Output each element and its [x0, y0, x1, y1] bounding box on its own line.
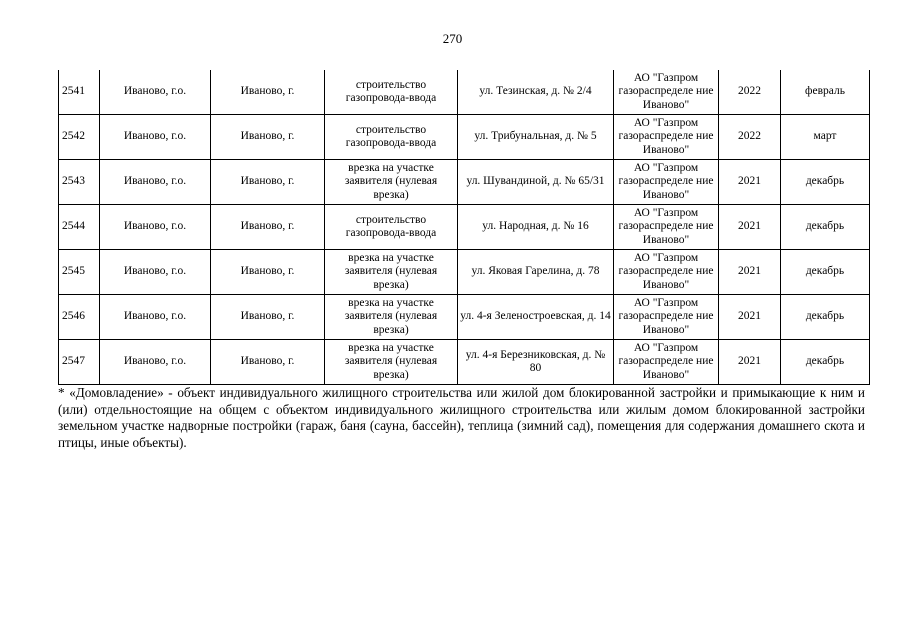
page-number: 270	[442, 31, 463, 46]
cell-year: 2021	[719, 205, 781, 250]
table-row	[59, 160, 870, 205]
table-row	[59, 340, 870, 385]
table-row	[59, 70, 870, 115]
cell-work-type: врезка на участке заявителя (нулевая врезка)	[325, 295, 458, 340]
cell-organization: АО "Газпром газораспределе ние Иваново"	[614, 250, 719, 295]
cell-address: ул. Шувандиной, д. № 65/31	[458, 160, 614, 205]
cell-district: Иваново, г.о.	[100, 160, 211, 205]
cell-year: 2022	[719, 115, 781, 160]
cell-month: декабрь	[781, 295, 870, 340]
cell-district: Иваново, г.о.	[100, 340, 211, 385]
cell-year: 2021	[719, 340, 781, 385]
cell-district: Иваново, г.о.	[100, 250, 211, 295]
gasification-table	[58, 70, 870, 385]
cell-locality: Иваново, г.	[211, 115, 325, 160]
cell-work-type: строительство газопровода-ввода	[325, 70, 458, 115]
cell-work-type: строительство газопровода-ввода	[325, 205, 458, 250]
cell-organization: АО "Газпром газораспределе ние Иваново"	[614, 70, 719, 115]
cell-number: 2545	[59, 250, 100, 295]
cell-locality: Иваново, г.	[211, 205, 325, 250]
cell-address: ул. Яковая Гарелина, д. 78	[458, 250, 614, 295]
cell-organization: АО "Газпром газораспределе ние Иваново"	[614, 160, 719, 205]
cell-work-type: врезка на участке заявителя (нулевая врезка)	[325, 250, 458, 295]
cell-organization: АО "Газпром газораспределе ние Иваново"	[614, 115, 719, 160]
cell-work-type: врезка на участке заявителя (нулевая врезка)	[325, 340, 458, 385]
cell-month: декабрь	[781, 205, 870, 250]
cell-number: 2541	[59, 70, 100, 115]
cell-work-type: врезка на участке заявителя (нулевая врезка)	[325, 160, 458, 205]
cell-number: 2546	[59, 295, 100, 340]
cell-district: Иваново, г.о.	[100, 115, 211, 160]
cell-organization: АО "Газпром газораспределе ние Иваново"	[614, 295, 719, 340]
cell-locality: Иваново, г.	[211, 160, 325, 205]
cell-district: Иваново, г.о.	[100, 295, 211, 340]
cell-organization: АО "Газпром газораспределе ние Иваново"	[614, 205, 719, 250]
cell-month: март	[781, 115, 870, 160]
cell-month: декабрь	[781, 160, 870, 205]
table-row	[59, 205, 870, 250]
cell-month: декабрь	[781, 340, 870, 385]
cell-number: 2543	[59, 160, 100, 205]
cell-month: декабрь	[781, 250, 870, 295]
cell-address: ул. Трибунальная, д. № 5	[458, 115, 614, 160]
cell-number: 2547	[59, 340, 100, 385]
cell-district: Иваново, г.о.	[100, 70, 211, 115]
table-row	[59, 115, 870, 160]
cell-locality: Иваново, г.	[211, 295, 325, 340]
cell-year: 2021	[719, 160, 781, 205]
table-row	[59, 250, 870, 295]
cell-address: ул. 4-я Березниковская, д. № 80	[458, 340, 614, 385]
cell-locality: Иваново, г.	[211, 70, 325, 115]
cell-address: ул. Тезинская, д. № 2/4	[458, 70, 614, 115]
cell-number: 2544	[59, 205, 100, 250]
cell-locality: Иваново, г.	[211, 250, 325, 295]
cell-number: 2542	[59, 115, 100, 160]
cell-district: Иваново, г.о.	[100, 205, 211, 250]
cell-year: 2022	[719, 70, 781, 115]
cell-year: 2021	[719, 250, 781, 295]
cell-month: февраль	[781, 70, 870, 115]
cell-year: 2021	[719, 295, 781, 340]
cell-address: ул. Народная, д. № 16	[458, 205, 614, 250]
cell-work-type: строительство газопровода-ввода	[325, 115, 458, 160]
footnote: * «Домовладение» - объект индивидуального жилищного строительства или жилой дом блокированной застройки и примыкающие к ним и (или) отдельностоящие на общем с объектом индивидуального жилищного строительства или жилым домом блокированной застройки земельном участке надворные постройки (гараж, баня (сауна, бассейн), теплица (зимний сад), помещения для содержания домашнего скота и птицы, иные объекты).	[58, 385, 865, 450]
cell-address: ул. 4-я Зеленостроевская, д. 14	[458, 295, 614, 340]
table-row	[59, 295, 870, 340]
cell-locality: Иваново, г.	[211, 340, 325, 385]
cell-organization: АО "Газпром газораспределе ние Иваново"	[614, 340, 719, 385]
